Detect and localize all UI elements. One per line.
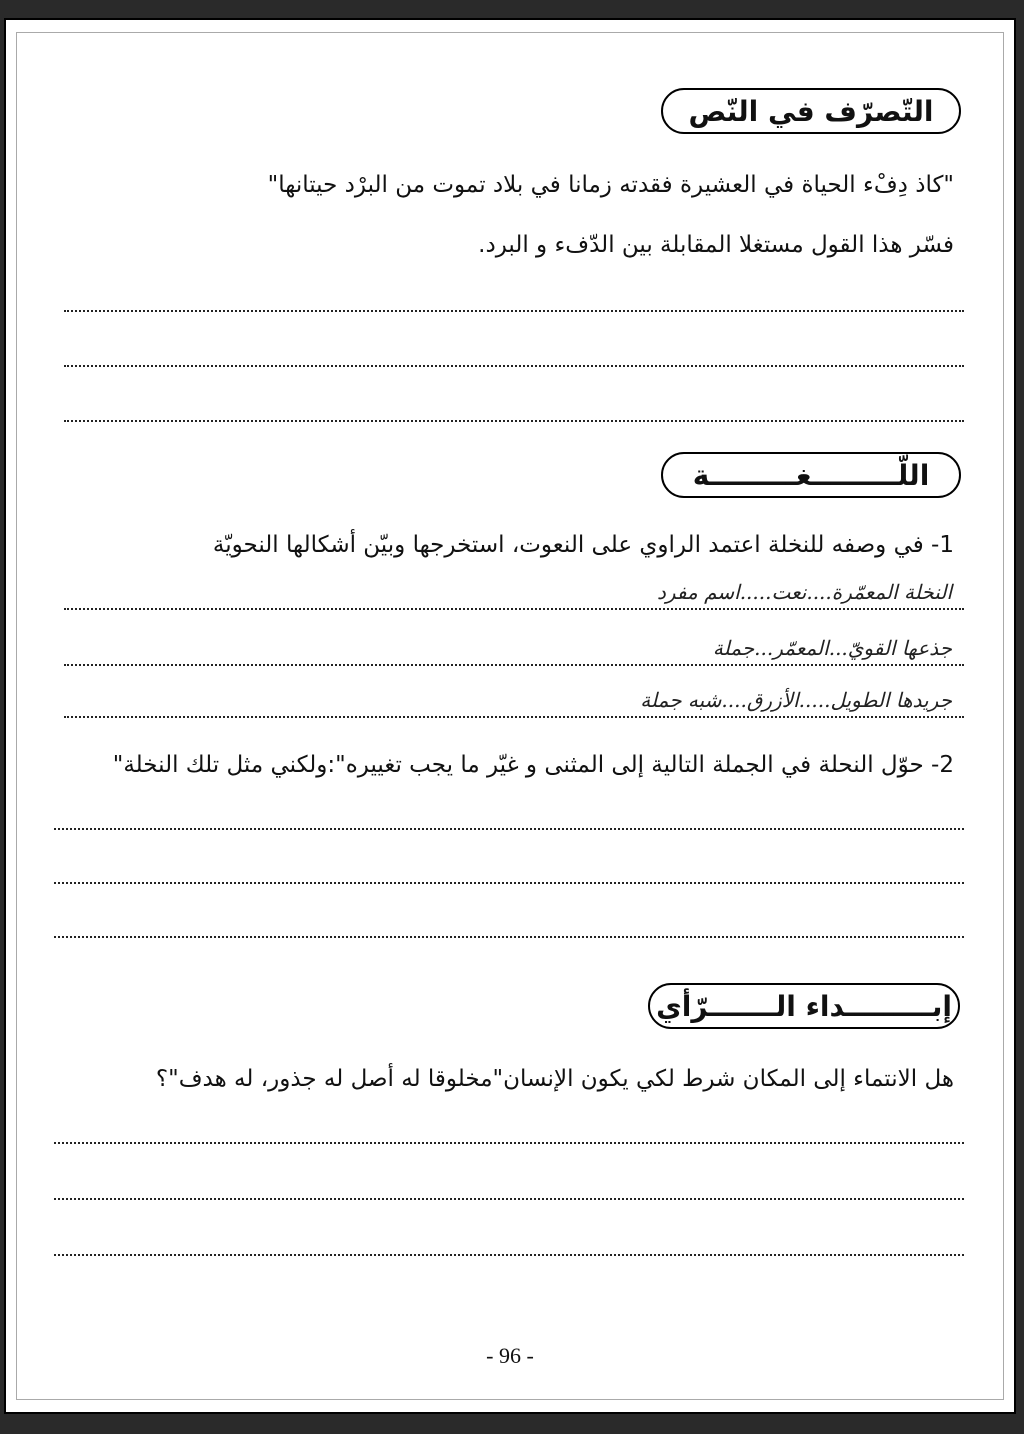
section-title-language: اللّـــــــــغـــــــــة xyxy=(661,452,961,498)
answer-line[interactable] xyxy=(54,1254,964,1256)
question-1: 1- في وصفه للنخلة اعتمد الراوي على النعوت، استخرجها وبيّن أشكالها النحويّة xyxy=(212,532,954,558)
page-number: - 96 - xyxy=(486,1343,534,1368)
section-title-text-exploration: التّصرّف في النّص xyxy=(661,88,961,134)
instruction-line: فسّر هذا القول مستغلا المقابلة بين الدّفء و البرد. xyxy=(478,232,954,258)
answer-line[interactable] xyxy=(64,608,964,610)
worksheet-page xyxy=(4,18,1016,1414)
opinion-question: هل الانتماء إلى المكان شرط لكي يكون الإنسان"مخلوقا له أصل له جذور، له هدف"؟ xyxy=(155,1066,954,1092)
answer-line[interactable] xyxy=(54,1198,964,1200)
answer-line[interactable] xyxy=(54,936,964,938)
quote-line: "كاذ دِفْء الحياة في العشيرة فقدته زمانا في بلاد تموت من البرْد حيتانها" xyxy=(267,172,954,198)
handwritten-answer-3: جريدها الطويل.....الأزرق....شبه جملة xyxy=(640,688,952,712)
handwritten-answer-1: النخلة المعمّرة....نعت.....اسم مفرد xyxy=(656,580,952,604)
handwritten-answer-2: جذعها القويّ...المعمّر...جملة xyxy=(712,636,952,660)
answer-line[interactable] xyxy=(64,310,964,312)
answer-line[interactable] xyxy=(64,365,964,367)
answer-line[interactable] xyxy=(64,716,964,718)
answer-line[interactable] xyxy=(54,882,964,884)
answer-line[interactable] xyxy=(54,828,964,830)
answer-line[interactable] xyxy=(54,1142,964,1144)
section-title-opinion: إبـــــــــداء الـــــــرّأي xyxy=(648,983,960,1029)
answer-line[interactable] xyxy=(64,420,964,422)
answer-line[interactable] xyxy=(64,664,964,666)
question-2: 2- حوّل النحلة في الجملة التالية إلى المثنى و غيّر ما يجب تغييره":ولكني مثل تلك النخلة" xyxy=(112,752,954,778)
